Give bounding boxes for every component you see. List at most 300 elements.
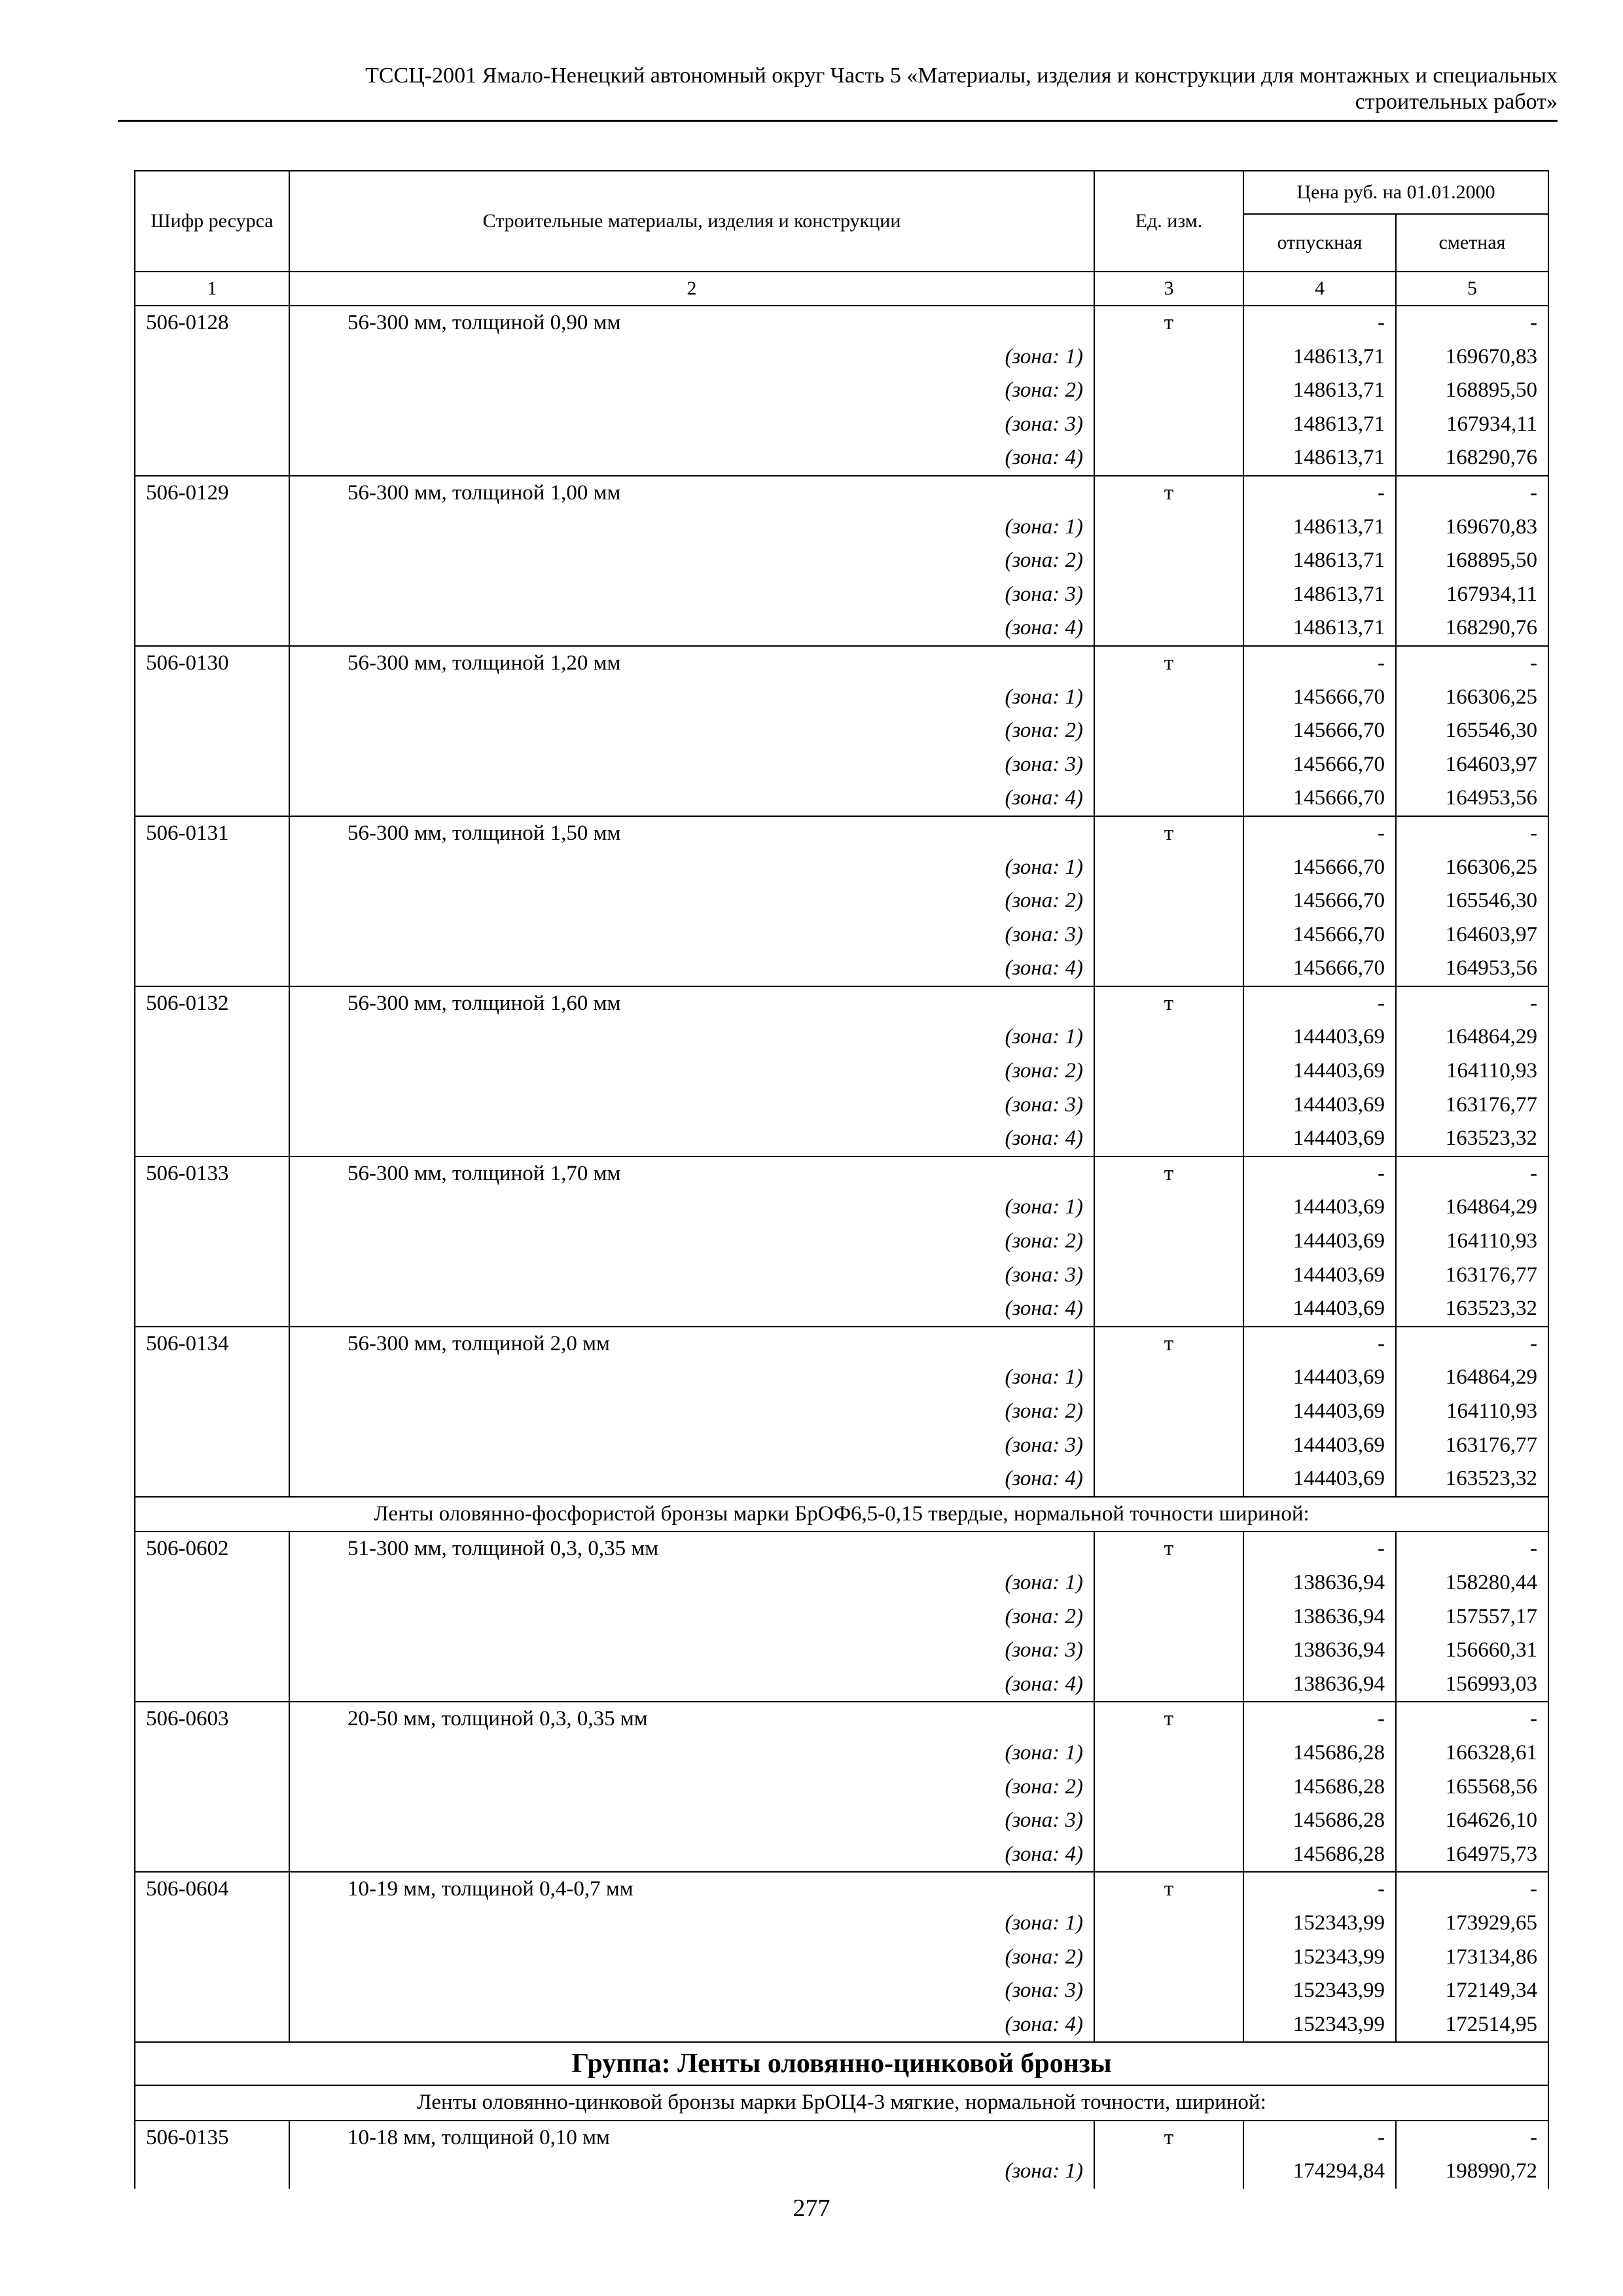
zone-label: (зона: 3) xyxy=(289,408,1094,442)
unit-of-measure: т xyxy=(1094,476,1243,511)
estimate-price: - xyxy=(1396,1327,1548,1361)
zone-label: (зона: 2) xyxy=(289,374,1094,408)
release-price: - xyxy=(1243,1327,1396,1361)
estimate-price: 164953,56 xyxy=(1396,781,1548,816)
empty-cell xyxy=(135,1259,289,1293)
zone-label: (зона: 1) xyxy=(289,511,1094,545)
empty-cell xyxy=(135,1634,289,1668)
empty-cell xyxy=(135,2155,289,2189)
zone-label: (зона: 1) xyxy=(289,1020,1094,1054)
estimate-price: - xyxy=(1396,1702,1548,1736)
empty-cell xyxy=(1094,1634,1243,1668)
release-price: - xyxy=(1243,1532,1396,1566)
release-price: 144403,69 xyxy=(1243,1054,1396,1088)
estimate-price: 172514,95 xyxy=(1396,2008,1548,2043)
zone-label: (зона: 3) xyxy=(289,748,1094,782)
release-price: 174294,84 xyxy=(1243,2155,1396,2189)
empty-cell xyxy=(135,441,289,476)
empty-cell xyxy=(135,1361,289,1395)
empty-cell xyxy=(1094,681,1243,715)
empty-cell xyxy=(135,1395,289,1429)
material-description: 56-300 мм, толщиной 1,00 мм xyxy=(289,476,1094,511)
table-row xyxy=(135,1702,1548,1736)
release-price: - xyxy=(1243,476,1396,511)
estimate-price: - xyxy=(1396,1532,1548,1566)
table-row-zone xyxy=(135,1054,1548,1088)
empty-cell xyxy=(1094,952,1243,986)
release-price: 145666,70 xyxy=(1243,952,1396,986)
estimate-price: 168290,76 xyxy=(1396,441,1548,476)
zone-label: (зона: 4) xyxy=(289,2008,1094,2043)
resource-code: 506-0135 xyxy=(135,2121,289,2155)
release-price: 144403,69 xyxy=(1243,1361,1396,1395)
unit-of-measure: т xyxy=(1094,1702,1243,1736)
empty-cell xyxy=(135,1838,289,1873)
material-description: 10-19 мм, толщиной 0,4-0,7 мм xyxy=(289,1872,1094,1907)
empty-cell xyxy=(135,544,289,578)
zone-label: (зона: 1) xyxy=(289,681,1094,715)
empty-cell xyxy=(1094,1054,1243,1088)
empty-cell xyxy=(135,748,289,782)
table-row-zone xyxy=(135,2155,1548,2189)
table-row-zone xyxy=(135,1770,1548,1804)
estimate-price: 168895,50 xyxy=(1396,544,1548,578)
estimate-price: - xyxy=(1396,1872,1548,1907)
material-description: 56-300 мм, толщиной 1,60 мм xyxy=(289,986,1094,1021)
release-price: - xyxy=(1243,646,1396,681)
table-row-zone xyxy=(135,1395,1548,1429)
table-row-zone xyxy=(135,748,1548,782)
running-header-line-2: строительных работ» xyxy=(1355,90,1558,114)
empty-cell xyxy=(135,340,289,374)
empty-cell xyxy=(1094,748,1243,782)
column-header-price: Цена руб. на 01.01.2000 xyxy=(1243,171,1548,214)
empty-cell xyxy=(135,1020,289,1054)
zone-label: (зона: 3) xyxy=(289,918,1094,952)
column-header-name: Строительные материалы, изделия и конструкции xyxy=(289,171,1094,272)
empty-cell xyxy=(1094,611,1243,646)
table-row-zone xyxy=(135,1941,1548,1975)
resource-code: 506-0133 xyxy=(135,1157,289,1191)
table-row-zone xyxy=(135,408,1548,442)
estimate-price: 164110,93 xyxy=(1396,1395,1548,1429)
section-heading: Ленты оловянно-цинковой бронзы марки БрОЦ4-3 мягкие, нормальной точности, шириной: xyxy=(135,2085,1548,2121)
release-price: - xyxy=(1243,986,1396,1021)
column-number-4: 4 xyxy=(1243,272,1396,306)
table-header xyxy=(135,171,1548,306)
estimate-price: 173929,65 xyxy=(1396,1907,1548,1941)
empty-cell xyxy=(1094,441,1243,476)
empty-cell xyxy=(135,1600,289,1634)
empty-cell xyxy=(135,781,289,816)
release-price: - xyxy=(1243,816,1396,851)
column-header-unit: Ед. изм. xyxy=(1094,171,1243,272)
release-price: 145666,70 xyxy=(1243,851,1396,885)
table-row-zone xyxy=(135,1907,1548,1941)
empty-cell xyxy=(1094,1941,1243,1975)
empty-cell xyxy=(1094,884,1243,918)
zone-label: (зона: 2) xyxy=(289,1054,1094,1088)
section-heading-row xyxy=(135,2085,1548,2121)
resource-code: 506-0130 xyxy=(135,646,289,681)
estimate-price: 166306,25 xyxy=(1396,681,1548,715)
estimate-price: - xyxy=(1396,816,1548,851)
empty-cell xyxy=(135,1429,289,1463)
estimate-price: - xyxy=(1396,2121,1548,2155)
table-row-zone xyxy=(135,1429,1548,1463)
empty-cell xyxy=(1094,1122,1243,1157)
release-price: 144403,69 xyxy=(1243,1191,1396,1225)
estimate-price: 169670,83 xyxy=(1396,340,1548,374)
material-description: 56-300 мм, толщиной 1,70 мм xyxy=(289,1157,1094,1191)
table-row-zone xyxy=(135,2008,1548,2043)
estimate-price: 157557,17 xyxy=(1396,1600,1548,1634)
empty-cell xyxy=(1094,1600,1243,1634)
estimate-price: 198990,72 xyxy=(1396,2155,1548,2189)
table-row-zone xyxy=(135,1634,1548,1668)
unit-of-measure: т xyxy=(1094,2121,1243,2155)
zone-label: (зона: 2) xyxy=(289,714,1094,748)
resource-code: 506-0604 xyxy=(135,1872,289,1907)
zone-label: (зона: 1) xyxy=(289,1907,1094,1941)
release-price: - xyxy=(1243,1702,1396,1736)
release-price: 152343,99 xyxy=(1243,1941,1396,1975)
estimate-price: 166306,25 xyxy=(1396,851,1548,885)
release-price: 148613,71 xyxy=(1243,340,1396,374)
release-price: 148613,71 xyxy=(1243,544,1396,578)
estimate-price: 164975,73 xyxy=(1396,1838,1548,1873)
release-price: 152343,99 xyxy=(1243,1907,1396,1941)
estimate-price: 163176,77 xyxy=(1396,1088,1548,1122)
empty-cell xyxy=(1094,851,1243,885)
table-row-zone xyxy=(135,851,1548,885)
resource-code: 506-0134 xyxy=(135,1327,289,1361)
material-description: 20-50 мм, толщиной 0,3, 0,35 мм xyxy=(289,1702,1094,1736)
table-row-zone xyxy=(135,884,1548,918)
zone-label: (зона: 1) xyxy=(289,340,1094,374)
empty-cell xyxy=(1094,1462,1243,1497)
estimate-price: - xyxy=(1396,1157,1548,1191)
estimate-price: 163523,32 xyxy=(1396,1462,1548,1497)
release-price: 144403,69 xyxy=(1243,1429,1396,1463)
zone-label: (зона: 4) xyxy=(289,1292,1094,1327)
empty-cell xyxy=(1094,1020,1243,1054)
table-row-zone xyxy=(135,1122,1548,1157)
release-price: 145686,28 xyxy=(1243,1804,1396,1838)
table-row-zone xyxy=(135,1974,1548,2008)
resource-code: 506-0602 xyxy=(135,1532,289,1566)
empty-cell xyxy=(1094,1668,1243,1702)
empty-cell xyxy=(1094,1088,1243,1122)
empty-cell xyxy=(1094,1429,1243,1463)
estimate-price: 167934,11 xyxy=(1396,408,1548,442)
empty-cell xyxy=(135,1907,289,1941)
zone-label: (зона: 3) xyxy=(289,1429,1094,1463)
group-heading-row xyxy=(135,2042,1548,2085)
empty-cell xyxy=(135,1225,289,1259)
zone-label: (зона: 4) xyxy=(289,1838,1094,1873)
table-row xyxy=(135,1327,1548,1361)
release-price: 145666,70 xyxy=(1243,714,1396,748)
release-price: 148613,71 xyxy=(1243,441,1396,476)
unit-of-measure: т xyxy=(1094,1327,1243,1361)
zone-label: (зона: 4) xyxy=(289,1122,1094,1157)
release-price: 148613,71 xyxy=(1243,408,1396,442)
empty-cell xyxy=(1094,1361,1243,1395)
empty-cell xyxy=(1094,1907,1243,1941)
estimate-price: 164626,10 xyxy=(1396,1804,1548,1838)
column-header-code: Шифр ресурса xyxy=(135,171,289,272)
column-number-3: 3 xyxy=(1094,272,1243,306)
estimate-price: 164864,29 xyxy=(1396,1191,1548,1225)
table-row-zone xyxy=(135,681,1548,715)
empty-cell xyxy=(1094,2008,1243,2043)
table-row-zone xyxy=(135,1361,1548,1395)
table-row xyxy=(135,986,1548,1021)
zone-label: (зона: 1) xyxy=(289,2155,1094,2189)
release-price: 144403,69 xyxy=(1243,1292,1396,1327)
empty-cell xyxy=(1094,578,1243,612)
release-price: 144403,69 xyxy=(1243,1088,1396,1122)
table-body xyxy=(135,306,1548,2189)
estimate-price: 156993,03 xyxy=(1396,1668,1548,1702)
release-price: 145666,70 xyxy=(1243,884,1396,918)
empty-cell xyxy=(1094,918,1243,952)
table-row xyxy=(135,816,1548,851)
empty-cell xyxy=(135,1088,289,1122)
estimate-price: 167934,11 xyxy=(1396,578,1548,612)
zone-label: (зона: 3) xyxy=(289,1974,1094,2008)
zone-label: (зона: 2) xyxy=(289,1600,1094,1634)
zone-label: (зона: 4) xyxy=(289,1668,1094,1702)
table-row-zone xyxy=(135,611,1548,646)
table-row-zone xyxy=(135,1668,1548,1702)
table-row-zone xyxy=(135,1191,1548,1225)
table-row-zone xyxy=(135,1292,1548,1327)
table-row-zone xyxy=(135,781,1548,816)
zone-label: (зона: 1) xyxy=(289,1191,1094,1225)
column-number-1: 1 xyxy=(135,272,289,306)
release-price: 145666,70 xyxy=(1243,781,1396,816)
empty-cell xyxy=(1094,714,1243,748)
table-row-zone xyxy=(135,511,1548,545)
empty-cell xyxy=(135,851,289,885)
running-header-line-1: ТССЦ-2001 Ямало-Ненецкий автономный округ Часть 5 «Материалы, изделия и конструкции для монтажных и специальных xyxy=(365,63,1558,88)
release-price: - xyxy=(1243,306,1396,340)
empty-cell xyxy=(135,578,289,612)
column-number-2: 2 xyxy=(289,272,1094,306)
estimate-price: 163176,77 xyxy=(1396,1429,1548,1463)
empty-cell xyxy=(135,1054,289,1088)
empty-cell xyxy=(135,408,289,442)
estimate-price: - xyxy=(1396,986,1548,1021)
table-row xyxy=(135,646,1548,681)
table-row-zone xyxy=(135,714,1548,748)
empty-cell xyxy=(1094,1395,1243,1429)
release-price: 138636,94 xyxy=(1243,1566,1396,1600)
zone-label: (зона: 3) xyxy=(289,1259,1094,1293)
zone-label: (зона: 2) xyxy=(289,884,1094,918)
column-header-release-price: отпускная xyxy=(1243,214,1396,272)
estimate-price: - xyxy=(1396,476,1548,511)
empty-cell xyxy=(135,714,289,748)
running-header xyxy=(118,63,1558,115)
release-price: 148613,71 xyxy=(1243,578,1396,612)
estimate-price: 163523,32 xyxy=(1396,1122,1548,1157)
table-row xyxy=(135,476,1548,511)
empty-cell xyxy=(1094,1566,1243,1600)
table-row xyxy=(135,1872,1548,1907)
release-price: 144403,69 xyxy=(1243,1225,1396,1259)
unit-of-measure: т xyxy=(1094,816,1243,851)
empty-cell xyxy=(135,1191,289,1225)
release-price: 138636,94 xyxy=(1243,1634,1396,1668)
zone-label: (зона: 1) xyxy=(289,851,1094,885)
empty-cell xyxy=(1094,1974,1243,2008)
resource-code: 506-0131 xyxy=(135,816,289,851)
resource-code: 506-0128 xyxy=(135,306,289,340)
zone-label: (зона: 4) xyxy=(289,441,1094,476)
estimate-price: 165546,30 xyxy=(1396,884,1548,918)
table-row-zone xyxy=(135,1020,1548,1054)
table-row-zone xyxy=(135,1225,1548,1259)
release-price: - xyxy=(1243,1157,1396,1191)
empty-cell xyxy=(135,1941,289,1975)
resource-code: 506-0129 xyxy=(135,476,289,511)
empty-cell xyxy=(135,611,289,646)
material-description: 56-300 мм, толщиной 2,0 мм xyxy=(289,1327,1094,1361)
empty-cell xyxy=(1094,1770,1243,1804)
release-price: 144403,69 xyxy=(1243,1395,1396,1429)
zone-label: (зона: 2) xyxy=(289,1395,1094,1429)
estimate-price: 169670,83 xyxy=(1396,511,1548,545)
table-row xyxy=(135,1532,1548,1566)
empty-cell xyxy=(135,1668,289,1702)
zone-label: (зона: 2) xyxy=(289,1770,1094,1804)
empty-cell xyxy=(1094,1225,1243,1259)
empty-cell xyxy=(1094,781,1243,816)
table-row-zone xyxy=(135,544,1548,578)
estimate-price: 163176,77 xyxy=(1396,1259,1548,1293)
empty-cell xyxy=(135,1974,289,2008)
empty-cell xyxy=(135,511,289,545)
release-price: 148613,71 xyxy=(1243,511,1396,545)
zone-label: (зона: 1) xyxy=(289,1566,1094,1600)
release-price: 144403,69 xyxy=(1243,1259,1396,1293)
estimate-price: 173134,86 xyxy=(1396,1941,1548,1975)
empty-cell xyxy=(135,1566,289,1600)
release-price: - xyxy=(1243,1872,1396,1907)
table-row xyxy=(135,2121,1548,2155)
estimate-price: 168290,76 xyxy=(1396,611,1548,646)
estimate-price: 163523,32 xyxy=(1396,1292,1548,1327)
table-row-zone xyxy=(135,1804,1548,1838)
table-row xyxy=(135,306,1548,340)
column-header-estimate-price: сметная xyxy=(1396,214,1548,272)
estimate-price: 166328,61 xyxy=(1396,1736,1548,1770)
empty-cell xyxy=(135,374,289,408)
empty-cell xyxy=(135,1804,289,1838)
group-heading: Группа: Ленты оловянно-цинковой бронзы xyxy=(135,2042,1548,2085)
release-price: 148613,71 xyxy=(1243,374,1396,408)
table-row-zone xyxy=(135,1736,1548,1770)
empty-cell xyxy=(1094,1838,1243,1873)
empty-cell xyxy=(135,1736,289,1770)
release-price: 144403,69 xyxy=(1243,1020,1396,1054)
release-price: 145666,70 xyxy=(1243,918,1396,952)
empty-cell xyxy=(1094,1804,1243,1838)
unit-of-measure: т xyxy=(1094,1157,1243,1191)
material-description: 10-18 мм, толщиной 0,10 мм xyxy=(289,2121,1094,2155)
estimate-price: 164953,56 xyxy=(1396,952,1548,986)
release-price: 144403,69 xyxy=(1243,1462,1396,1497)
zone-label: (зона: 4) xyxy=(289,781,1094,816)
resource-code: 506-0132 xyxy=(135,986,289,1021)
empty-cell xyxy=(1094,408,1243,442)
estimate-price: 156660,31 xyxy=(1396,1634,1548,1668)
estimate-price: 165568,56 xyxy=(1396,1770,1548,1804)
estimate-price: 164110,93 xyxy=(1396,1054,1548,1088)
column-number-5: 5 xyxy=(1396,272,1548,306)
table-row-zone xyxy=(135,918,1548,952)
empty-cell xyxy=(135,1292,289,1327)
release-price: 144403,69 xyxy=(1243,1122,1396,1157)
release-price: - xyxy=(1243,2121,1396,2155)
estimate-price: 168895,50 xyxy=(1396,374,1548,408)
unit-of-measure: т xyxy=(1094,1872,1243,1907)
estimate-price: 164864,29 xyxy=(1396,1020,1548,1054)
material-description: 51-300 мм, толщиной 0,3, 0,35 мм xyxy=(289,1532,1094,1566)
estimate-price: - xyxy=(1396,306,1548,340)
table-row-zone xyxy=(135,952,1548,986)
empty-cell xyxy=(1094,340,1243,374)
release-price: 152343,99 xyxy=(1243,1974,1396,2008)
estimate-price: 164603,97 xyxy=(1396,748,1548,782)
table-row-zone xyxy=(135,374,1548,408)
page-number: 277 xyxy=(793,2195,830,2222)
estimate-price: 164110,93 xyxy=(1396,1225,1548,1259)
header-rule xyxy=(118,120,1558,122)
empty-cell xyxy=(1094,544,1243,578)
table-row-zone xyxy=(135,1088,1548,1122)
empty-cell xyxy=(135,1122,289,1157)
material-description: 56-300 мм, толщиной 1,50 мм xyxy=(289,816,1094,851)
release-price: 145666,70 xyxy=(1243,681,1396,715)
estimate-price: 158280,44 xyxy=(1396,1566,1548,1600)
empty-cell xyxy=(135,884,289,918)
table-row-zone xyxy=(135,578,1548,612)
zone-label: (зона: 1) xyxy=(289,1361,1094,1395)
empty-cell xyxy=(135,2008,289,2043)
empty-cell xyxy=(1094,1292,1243,1327)
empty-cell xyxy=(1094,511,1243,545)
table-row-zone xyxy=(135,1259,1548,1293)
section-heading-row xyxy=(135,1497,1548,1532)
unit-of-measure: т xyxy=(1094,306,1243,340)
empty-cell xyxy=(135,681,289,715)
zone-label: (зона: 4) xyxy=(289,1462,1094,1497)
table-row-zone xyxy=(135,441,1548,476)
zone-label: (зона: 4) xyxy=(289,952,1094,986)
empty-cell xyxy=(1094,1736,1243,1770)
unit-of-measure: т xyxy=(1094,646,1243,681)
empty-cell xyxy=(135,1462,289,1497)
estimate-price: 172149,34 xyxy=(1396,1974,1548,2008)
table-row-zone xyxy=(135,1600,1548,1634)
empty-cell xyxy=(135,918,289,952)
zone-label: (зона: 2) xyxy=(289,1225,1094,1259)
section-heading: Ленты оловянно-фосфористой бронзы марки БрОФ6,5-0,15 твердые, нормальной точности шириной: xyxy=(135,1497,1548,1532)
